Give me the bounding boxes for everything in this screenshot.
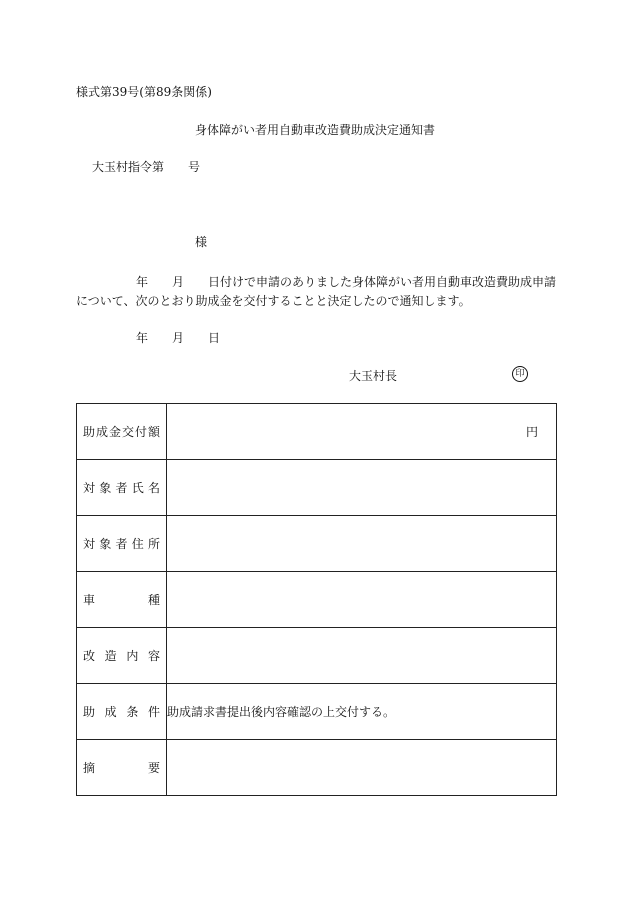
form-number: 様式第39号(第89条関係) bbox=[76, 85, 212, 99]
row-label-cell bbox=[77, 628, 167, 684]
row-label: 摘要 bbox=[83, 761, 160, 775]
row-label-cell bbox=[77, 516, 167, 572]
amount-cell bbox=[167, 404, 557, 460]
vehicle-type-cell bbox=[167, 572, 557, 628]
row-label-cell bbox=[77, 572, 167, 628]
row-label-cell bbox=[77, 404, 167, 460]
row-label: 対象者住所 bbox=[83, 537, 160, 551]
address-cell bbox=[167, 516, 557, 572]
date-day: 日 bbox=[208, 331, 221, 345]
subsidy-details-table bbox=[76, 403, 557, 796]
yen-unit: 円 bbox=[525, 425, 538, 439]
table-row bbox=[77, 628, 557, 684]
addressee-honorific: 様 bbox=[195, 235, 208, 249]
issuer-name: 大玉村長 bbox=[349, 369, 398, 383]
body-month: 月 bbox=[172, 275, 185, 289]
table-row bbox=[77, 684, 557, 740]
row-label: 助成条件 bbox=[83, 705, 160, 719]
body-line-2: について、次のとおり助成金を交付することと決定したので通知します。 bbox=[76, 294, 471, 308]
table-row bbox=[77, 460, 557, 516]
row-label-cell bbox=[77, 684, 167, 740]
conditions-cell: 助成請求書提出後内容確認の上交付する。 bbox=[167, 684, 557, 740]
reference-number bbox=[92, 161, 200, 173]
reference-suffix: 号 bbox=[188, 160, 201, 174]
row-label: 改造内容 bbox=[83, 649, 160, 663]
table-row bbox=[77, 404, 557, 460]
row-label-cell bbox=[77, 740, 167, 796]
reference-prefix: 大玉村指令第 bbox=[92, 160, 165, 174]
date-line bbox=[136, 332, 220, 344]
document-title: 身体障がい者用自動車改造費助成決定通知書 bbox=[195, 123, 436, 137]
name-cell bbox=[167, 460, 557, 516]
date-month: 月 bbox=[172, 331, 185, 345]
table-row bbox=[77, 572, 557, 628]
date-year: 年 bbox=[136, 331, 149, 345]
remarks-cell bbox=[167, 740, 557, 796]
table-row bbox=[77, 516, 557, 572]
row-label: 車種 bbox=[83, 593, 160, 607]
row-label: 助成金交付額 bbox=[83, 425, 160, 439]
seal-icon: 印 bbox=[512, 366, 528, 382]
body-year: 年 bbox=[136, 275, 149, 289]
modification-cell bbox=[167, 628, 557, 684]
body-line-1-rest: 日付けで申請のありました身体障がい者用自動車改造費助成申請 bbox=[208, 275, 557, 289]
row-label-cell bbox=[77, 460, 167, 516]
table-row bbox=[77, 740, 557, 796]
body-line-1 bbox=[76, 276, 556, 288]
row-label: 対象者氏名 bbox=[83, 481, 160, 495]
